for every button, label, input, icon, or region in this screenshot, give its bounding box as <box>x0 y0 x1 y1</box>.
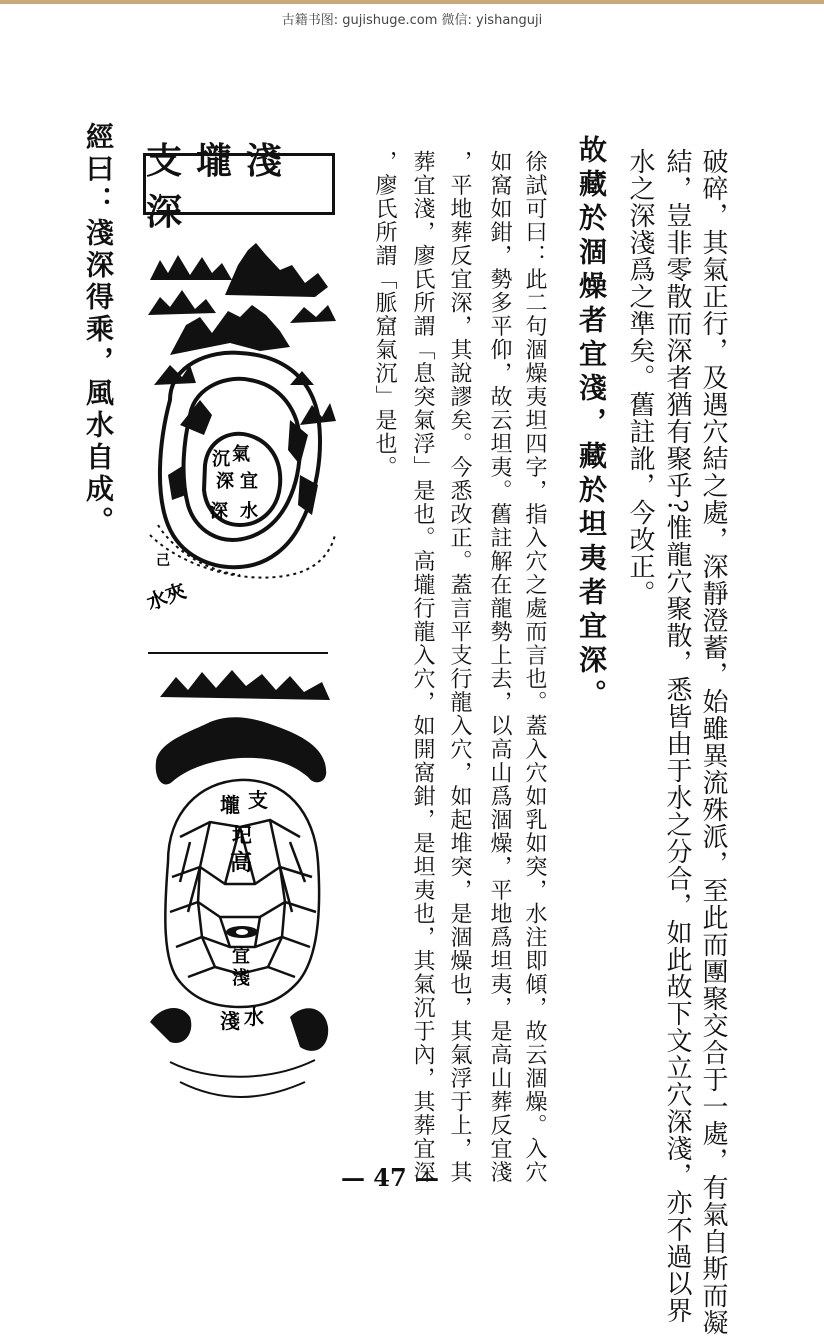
label-long: 壠 <box>220 793 240 817</box>
label-zhi: 支 <box>248 788 268 812</box>
label-yi: 宜 <box>240 471 258 492</box>
commentary-column-4: 葬宜淺，廖氏所謂「息突氣浮」是也。高壠行龍入穴，如開窩鉗，是坦夷也，其氣沉于內，其葬宜深 <box>410 150 435 1184</box>
label-qi: 氣 <box>232 444 250 465</box>
upper-landform-illustration <box>140 225 340 645</box>
body-column-1: 破碎，其氣正行，及遇穴結之處，深靜澄蓄，始雖異流殊派，至此而團聚交合于一處，有氣自斯而凝 <box>698 148 728 1336</box>
watermark: 古籍书图: gujishuge.com 微信: yishanguji <box>281 13 543 28</box>
label-yi-2: 宜 <box>232 946 250 967</box>
figure-title: 支壠淺深 <box>143 153 335 215</box>
label-shui-2: 水 <box>244 1005 264 1029</box>
commentary-column-2: 如窩如鉗，勢多平仰，故云坦夷。舊註解在龍勢上去，以高山爲涸燥，平地爲坦夷，是高山葬反宜淺 <box>487 150 512 1184</box>
label-shen-2: 深 <box>210 501 228 522</box>
label-qian: 淺 <box>232 968 250 989</box>
label-lei: 𡉏 <box>232 823 252 847</box>
label-shen: 深 <box>216 471 234 492</box>
body-column-2: 結，豈非零散而深者猶有聚乎?惟龍穴聚散，悉皆由于水之分合，如此故下文立穴深淺，亦不過以界 <box>662 148 692 1324</box>
label-shui: 水 <box>240 501 258 522</box>
heading-column: 故藏於涸燥者宜淺，藏於坦夷者宜深。 <box>575 135 608 713</box>
label-qian-2: 淺 <box>220 1009 240 1033</box>
lower-landform-illustration <box>140 662 340 1142</box>
label-shui-jia: 水夾 <box>143 578 190 615</box>
body-column-3: 水之深淺爲之準矣。舊註訛，今改正。 <box>625 148 655 607</box>
top-border <box>0 0 824 4</box>
figure-divider <box>148 652 328 654</box>
classic-quote-column: 經曰：淺深得乘，風水自成。 <box>82 122 115 538</box>
label-chen: 沉 <box>212 449 230 470</box>
commentary-column-5: ，廖氏所謂「脈窟氣沉」是也。 <box>372 150 397 479</box>
label-small-mark: 己 <box>156 553 170 569</box>
commentary-column-3: ，平地葬反宜深，其說謬矣。今悉改正。蓋言平支行龍入穴，如起堆突，是涸燥也，其氣浮于上，其 <box>447 150 472 1184</box>
page-number: — 47 — <box>340 1163 440 1192</box>
label-gao: 高 <box>230 850 253 876</box>
commentary-column-1: 徐試可曰：此二句涸燥夷坦四字，指入穴之處而言也。蓋入穴如乳如突，水注即傾，故云涸燥。入穴 <box>522 150 547 1184</box>
